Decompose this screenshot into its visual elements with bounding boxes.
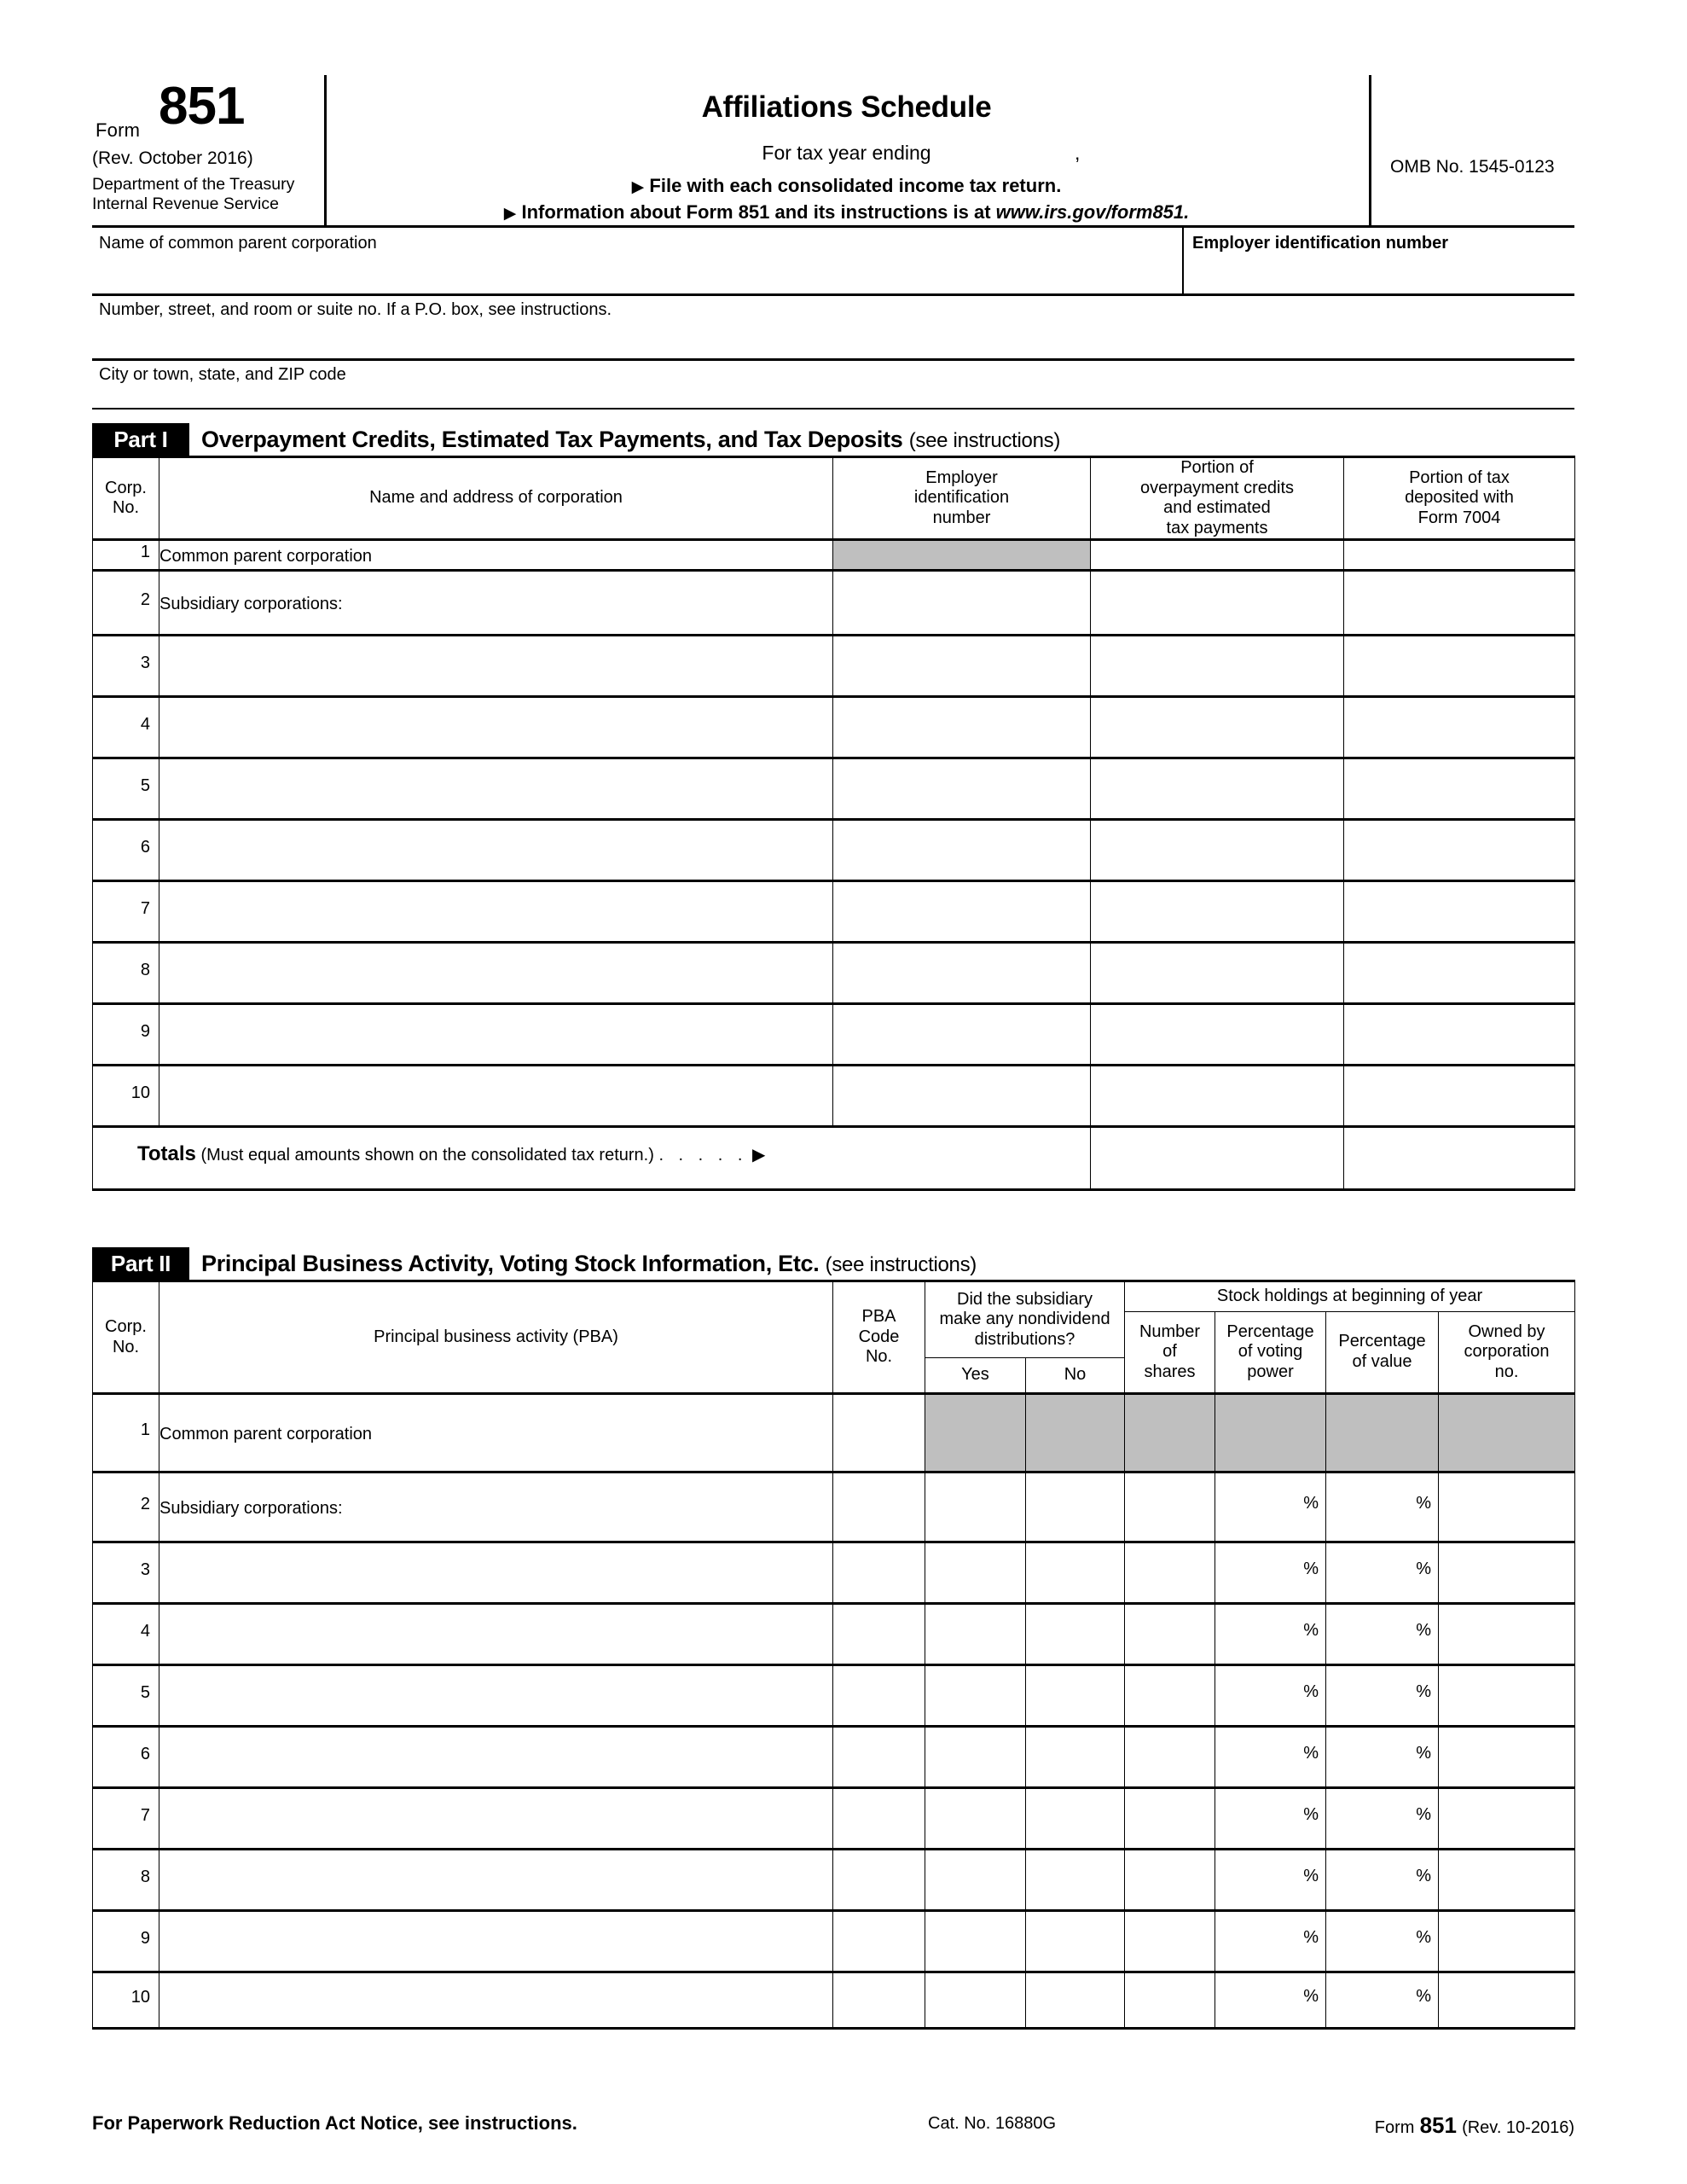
part2-row6-pbacode-input[interactable]	[833, 1727, 925, 1788]
part2-row2-voting-input[interactable]: %	[1215, 1472, 1326, 1542]
part2-row9-shares-input[interactable]	[1125, 1911, 1215, 1972]
part2-row8-no-checkbox[interactable]	[1026, 1850, 1125, 1911]
table-row[interactable]	[93, 1472, 1575, 1542]
table-row[interactable]	[93, 943, 1575, 1004]
part2-col-no: No	[1026, 1358, 1125, 1394]
department-line: Department of the Treasury	[92, 175, 295, 194]
part1-row7-deposit-input[interactable]	[1344, 881, 1575, 943]
part2-row1-number: 1	[93, 1394, 159, 1472]
part2-row5-pba-input[interactable]	[159, 1665, 833, 1727]
part2-row1-owned-shaded	[1439, 1394, 1575, 1472]
part2-row6-voting-input[interactable]: %	[1215, 1727, 1326, 1788]
part1-row9-overpayment-input[interactable]	[1091, 1004, 1344, 1066]
part2-row10-pbacode-input[interactable]	[833, 1972, 925, 2029]
part2-row8-value-input[interactable]: %	[1326, 1850, 1439, 1911]
part2-row1-voting-shaded	[1215, 1394, 1326, 1472]
part1-row1-ein-shaded	[833, 540, 1091, 571]
part2-row10-pba-input[interactable]	[159, 1972, 833, 2029]
part1-row1-deposit-input[interactable]	[1344, 540, 1575, 571]
part2-row1-label: Common parent corporation	[159, 1394, 833, 1472]
part2-row5-voting-input[interactable]: %	[1215, 1665, 1326, 1727]
part2-col-corpno: Corp. No.	[93, 1281, 159, 1394]
part2-row7-pbacode-input[interactable]	[833, 1788, 925, 1850]
part2-col-value: Percentage of value	[1326, 1312, 1439, 1394]
part2-row5-yes-checkbox[interactable]	[925, 1665, 1026, 1727]
part2-row3-value-input[interactable]: %	[1326, 1542, 1439, 1604]
footer-form-word: Form	[1374, 2118, 1415, 2137]
form-identity-block	[92, 75, 327, 227]
part1-row5-deposit-input[interactable]	[1344, 758, 1575, 820]
part1-row6-overpayment-input[interactable]	[1091, 820, 1344, 881]
part2-title-text: Principal Business Activity, Voting Stock Information, Etc.	[201, 1251, 820, 1276]
part2-row7-number: 7	[93, 1788, 159, 1850]
city-label: City or town, state, and ZIP code	[99, 365, 346, 384]
table-row[interactable]	[93, 881, 1575, 943]
part1-row3-overpayment-input[interactable]	[1091, 636, 1344, 697]
table-row[interactable]	[93, 1972, 1575, 2029]
part2-col-voting: Percentage of voting power	[1215, 1312, 1326, 1394]
part2-row1-value-shaded	[1326, 1394, 1439, 1472]
ein-divider	[1182, 227, 1184, 293]
part1-row10-ein-input[interactable]	[833, 1066, 1091, 1127]
part2-row3-voting-input[interactable]: %	[1215, 1542, 1326, 1604]
part2-row9-number: 9	[93, 1911, 159, 1972]
part1-row4-deposit-input[interactable]	[1344, 697, 1575, 758]
footer-form-revision: (Rev. 10-2016)	[1462, 2118, 1574, 2137]
part2-header-row-top	[93, 1281, 1575, 1312]
part1-totals-overpayment-input[interactable]	[1091, 1127, 1344, 1190]
part2-row3-number: 3	[93, 1542, 159, 1604]
part1-row3-deposit-input[interactable]	[1344, 636, 1575, 697]
part2-row8-owned-input[interactable]	[1439, 1850, 1575, 1911]
part2-row9-owned-input[interactable]	[1439, 1911, 1575, 1972]
part2-row7-pba-input[interactable]	[159, 1788, 833, 1850]
part1-row6-deposit-input[interactable]	[1344, 820, 1575, 881]
part2-row2-value-input[interactable]: %	[1326, 1472, 1439, 1542]
part1-row10-deposit-input[interactable]	[1344, 1066, 1575, 1127]
part1-row10-name-input[interactable]	[159, 1066, 833, 1127]
part2-row8-number: 8	[93, 1850, 159, 1911]
part1-row9-name-input[interactable]	[159, 1004, 833, 1066]
totals-description: (Must equal amounts shown on the consolidated tax return.)	[200, 1145, 654, 1165]
tax-year-ending-label: For tax year ending	[762, 142, 931, 164]
irs-form-url[interactable]: www.irs.gov/form851.	[995, 201, 1190, 223]
part2-row8-voting-input[interactable]: %	[1215, 1850, 1326, 1911]
part2-row9-value-input[interactable]: %	[1326, 1911, 1439, 1972]
part2-row8-yes-checkbox[interactable]	[925, 1850, 1026, 1911]
part2-row7-no-checkbox[interactable]	[1026, 1788, 1125, 1850]
part2-row5-pbacode-input[interactable]	[833, 1665, 925, 1727]
part2-row4-voting-input[interactable]: %	[1215, 1604, 1326, 1665]
part2-row3-pbacode-input[interactable]	[833, 1542, 925, 1604]
part1-row5-number: 5	[93, 758, 159, 820]
part1-row2-deposit-input[interactable]	[1344, 571, 1575, 636]
table-row[interactable]	[93, 758, 1575, 820]
part2-row1-yes-shaded	[925, 1394, 1026, 1472]
part1-row2-overpayment-input[interactable]	[1091, 571, 1344, 636]
table-row[interactable]	[93, 1542, 1575, 1604]
part2-table	[92, 1280, 1575, 2030]
table-row[interactable]	[93, 1665, 1575, 1727]
part2-col-yes: Yes	[925, 1358, 1026, 1394]
part1-row6-ein-input[interactable]	[833, 820, 1091, 881]
part1-totals-row[interactable]	[93, 1127, 1575, 1190]
part2-row3-owned-input[interactable]	[1439, 1542, 1575, 1604]
part2-row4-no-checkbox[interactable]	[1026, 1604, 1125, 1665]
part1-row4-name-input[interactable]	[159, 697, 833, 758]
part2-row4-number: 4	[93, 1604, 159, 1665]
part2-col-stock-group: Stock holdings at beginning of year	[1125, 1281, 1575, 1312]
part1-title	[201, 423, 1060, 456]
part2-col-pba: Principal business activity (PBA)	[159, 1281, 833, 1394]
part2-row3-pba-input[interactable]	[159, 1542, 833, 1604]
part1-col-ein: Employer identification number	[833, 457, 1091, 540]
part1-col-overpayment: Portion of overpayment credits and estimated tax payments	[1091, 457, 1344, 540]
part2-row6-no-checkbox[interactable]	[1026, 1727, 1125, 1788]
paperwork-notice: For Paperwork Reduction Act Notice, see instructions.	[92, 2112, 577, 2134]
part1-row9-number: 9	[93, 1004, 159, 1066]
part2-row6-value-input[interactable]: %	[1326, 1727, 1439, 1788]
part1-row1-overpayment-input[interactable]	[1091, 540, 1344, 571]
street-row-rule	[92, 358, 1574, 361]
part2-row9-pba-input[interactable]	[159, 1911, 833, 1972]
part2-row6-owned-input[interactable]	[1439, 1727, 1575, 1788]
part1-table	[92, 456, 1575, 1191]
part2-col-pba-code: PBA Code No.	[833, 1281, 925, 1394]
part2-row10-no-checkbox[interactable]	[1026, 1972, 1125, 2029]
name-row-rule	[92, 293, 1574, 296]
part2-row7-value-input[interactable]: %	[1326, 1788, 1439, 1850]
part2-row2-owned-input[interactable]	[1439, 1472, 1575, 1542]
part2-row2-number: 2	[93, 1472, 159, 1542]
part2-col-nondividend: Did the subsidiary make any nondividend distributions?	[925, 1281, 1125, 1358]
part2-col-shares: Number of shares	[1125, 1312, 1215, 1394]
part1-row8-number: 8	[93, 943, 159, 1004]
part2-row3-no-checkbox[interactable]	[1026, 1542, 1125, 1604]
part2-row10-number: 10	[93, 1972, 159, 2029]
part1-col-corpno: Corp. No.	[93, 457, 159, 540]
part1-row3-number: 3	[93, 636, 159, 697]
catalog-number: Cat. No. 16880G	[928, 2114, 1057, 2133]
table-row[interactable]	[93, 636, 1575, 697]
part1-row2-number: 2	[93, 571, 159, 636]
part2-row7-shares-input[interactable]	[1125, 1788, 1215, 1850]
part1-row7-ein-input[interactable]	[833, 881, 1091, 943]
part1-row2-ein-input[interactable]	[833, 571, 1091, 636]
part1-tag: Part I	[92, 423, 189, 456]
part2-row7-owned-input[interactable]	[1439, 1788, 1575, 1850]
part1-row1-label: Common parent corporation	[159, 540, 833, 571]
part1-row6-number: 6	[93, 820, 159, 881]
part2-row10-shares-input[interactable]	[1125, 1972, 1215, 2029]
part2-row1-shares-shaded	[1125, 1394, 1215, 1472]
part2-row5-owned-input[interactable]	[1439, 1665, 1575, 1727]
agency-line: Internal Revenue Service	[92, 195, 279, 213]
info-instruction-line	[324, 201, 1369, 224]
info-instruction-text: Information about Form 851 and its instructions is at	[521, 201, 996, 223]
form-number: 851	[159, 77, 245, 136]
footer-form-number: 851	[1419, 2112, 1457, 2138]
part2-row10-yes-checkbox[interactable]	[925, 1972, 1026, 2029]
part2-row2-pbacode-input[interactable]	[833, 1472, 925, 1542]
table-row[interactable]	[93, 540, 1575, 571]
ein-label: Employer identification number	[1192, 234, 1449, 253]
triangle-right-icon-2: ▶	[503, 205, 517, 223]
street-label: Number, street, and room or suite no. If a P.O. box, see instructions.	[99, 300, 612, 319]
part2-row9-no-checkbox[interactable]	[1026, 1911, 1125, 1972]
part2-row6-yes-checkbox[interactable]	[925, 1727, 1026, 1788]
part2-row9-voting-input[interactable]: %	[1215, 1911, 1326, 1972]
part2-row5-no-checkbox[interactable]	[1026, 1665, 1125, 1727]
part1-row4-ein-input[interactable]	[833, 697, 1091, 758]
page-title: Affiliations Schedule	[701, 90, 992, 124]
part2-row4-pbacode-input[interactable]	[833, 1604, 925, 1665]
part1-row9-deposit-input[interactable]	[1344, 1004, 1575, 1066]
part1-row9-ein-input[interactable]	[833, 1004, 1091, 1066]
part2-row1-pbacode-input[interactable]	[833, 1394, 925, 1472]
part2-see-instructions: (see instructions)	[825, 1253, 977, 1276]
part1-col-name: Name and address of corporation	[159, 457, 833, 540]
part1-col-deposit: Portion of tax deposited with Form 7004	[1344, 457, 1575, 540]
part1-row3-name-input[interactable]	[159, 636, 833, 697]
part1-row2-label[interactable]: Subsidiary corporations:	[159, 571, 833, 636]
file-instruction-text: File with each consolidated income tax return.	[649, 175, 1062, 196]
part2-row9-pbacode-input[interactable]	[833, 1911, 925, 1972]
part1-row5-ein-input[interactable]	[833, 758, 1091, 820]
part2-row7-voting-input[interactable]: %	[1215, 1788, 1326, 1850]
part2-row2-shares-input[interactable]	[1125, 1472, 1215, 1542]
part1-row6-name-input[interactable]	[159, 820, 833, 881]
triangle-right-icon: ▶	[631, 178, 645, 196]
table-row[interactable]	[93, 1066, 1575, 1127]
part1-totals-label	[93, 1127, 1091, 1190]
part2-row10-value-input[interactable]: %	[1326, 1972, 1439, 2029]
part2-row2-yes-checkbox[interactable]	[925, 1472, 1026, 1542]
tax-year-comma: ,	[1075, 142, 1081, 164]
part1-row5-name-input[interactable]	[159, 758, 833, 820]
part2-row10-voting-input[interactable]: %	[1215, 1972, 1326, 2029]
parent-name-label: Name of common parent corporation	[99, 234, 377, 253]
part2-row3-shares-input[interactable]	[1125, 1542, 1215, 1604]
table-row[interactable]	[93, 1394, 1575, 1472]
table-row[interactable]	[93, 571, 1575, 636]
part1-title-text: Overpayment Credits, Estimated Tax Payments, and Tax Deposits	[201, 427, 903, 452]
table-row[interactable]	[93, 1727, 1575, 1788]
part1-row7-name-input[interactable]	[159, 881, 833, 943]
part1-row8-deposit-input[interactable]	[1344, 943, 1575, 1004]
table-row[interactable]	[93, 1004, 1575, 1066]
totals-arrow-icon: ▶	[752, 1145, 766, 1165]
part2-row5-number: 5	[93, 1665, 159, 1727]
part2-row4-pba-input[interactable]	[159, 1604, 833, 1665]
part1-totals-deposit-input[interactable]	[1344, 1127, 1575, 1190]
part2-row4-yes-checkbox[interactable]	[925, 1604, 1026, 1665]
table-row[interactable]	[93, 820, 1575, 881]
part2-row8-shares-input[interactable]	[1125, 1850, 1215, 1911]
part1-row8-overpayment-input[interactable]	[1091, 943, 1344, 1004]
part2-row10-owned-input[interactable]	[1439, 1972, 1575, 2029]
table-row[interactable]	[93, 697, 1575, 758]
footer-form-id	[1375, 2112, 1574, 2139]
table-row[interactable]	[93, 1788, 1575, 1850]
part2-row3-yes-checkbox[interactable]	[925, 1542, 1026, 1604]
part2-row6-number: 6	[93, 1727, 159, 1788]
part2-row5-shares-input[interactable]	[1125, 1665, 1215, 1727]
table-row[interactable]	[93, 1850, 1575, 1911]
part1-row8-name-input[interactable]	[159, 943, 833, 1004]
totals-leader-dots: . . . . .	[658, 1145, 748, 1165]
part2-col-owned-by: Owned by corporation no.	[1439, 1312, 1575, 1394]
city-row-rule	[92, 408, 1574, 410]
form-revision-date: (Rev. October 2016)	[92, 148, 253, 168]
part2-row6-pba-input[interactable]	[159, 1727, 833, 1788]
part2-row2-no-checkbox[interactable]	[1026, 1472, 1125, 1542]
part2-header-bar	[92, 1247, 1574, 1280]
part2-row7-yes-checkbox[interactable]	[925, 1788, 1026, 1850]
part2-row8-pbacode-input[interactable]	[833, 1850, 925, 1911]
part1-row1-number: 1	[93, 540, 159, 571]
part2-row4-value-input[interactable]: %	[1326, 1604, 1439, 1665]
part1-header-bar	[92, 423, 1574, 456]
part1-row10-overpayment-input[interactable]	[1091, 1066, 1344, 1127]
part2-row4-shares-input[interactable]	[1125, 1604, 1215, 1665]
form-footer	[92, 2112, 1574, 2146]
omb-number: OMB No. 1545-0123	[1390, 157, 1555, 177]
part1-header-row	[93, 457, 1575, 540]
table-row[interactable]	[93, 1604, 1575, 1665]
part2-row9-yes-checkbox[interactable]	[925, 1911, 1026, 1972]
form-title-block	[324, 75, 1371, 227]
part1-see-instructions: (see instructions)	[908, 429, 1061, 452]
part2-tag: Part II	[92, 1247, 189, 1280]
part1-row7-number: 7	[93, 881, 159, 943]
form-header	[92, 75, 1574, 227]
parent-name-row	[92, 227, 1574, 293]
part2-row8-pba-input[interactable]	[159, 1850, 833, 1911]
omb-block	[1369, 75, 1574, 227]
part1-row5-overpayment-input[interactable]	[1091, 758, 1344, 820]
part2-title	[201, 1247, 977, 1280]
part1-row4-number: 4	[93, 697, 159, 758]
part1-row4-overpayment-input[interactable]	[1091, 697, 1344, 758]
form-word-label: Form	[96, 119, 141, 141]
part2-row5-value-input[interactable]: %	[1326, 1665, 1439, 1727]
table-row[interactable]	[93, 1911, 1575, 1972]
part2-row4-owned-input[interactable]	[1439, 1604, 1575, 1665]
part2-row6-shares-input[interactable]	[1125, 1727, 1215, 1788]
part2-row1-no-shaded	[1026, 1394, 1125, 1472]
totals-bold-word: Totals	[137, 1141, 196, 1165]
part1-row3-ein-input[interactable]	[833, 636, 1091, 697]
part1-row8-ein-input[interactable]	[833, 943, 1091, 1004]
file-instruction-line	[324, 175, 1369, 197]
part1-row10-number: 10	[93, 1066, 159, 1127]
part2-row2-label[interactable]: Subsidiary corporations:	[159, 1472, 833, 1542]
part1-row7-overpayment-input[interactable]	[1091, 881, 1344, 943]
